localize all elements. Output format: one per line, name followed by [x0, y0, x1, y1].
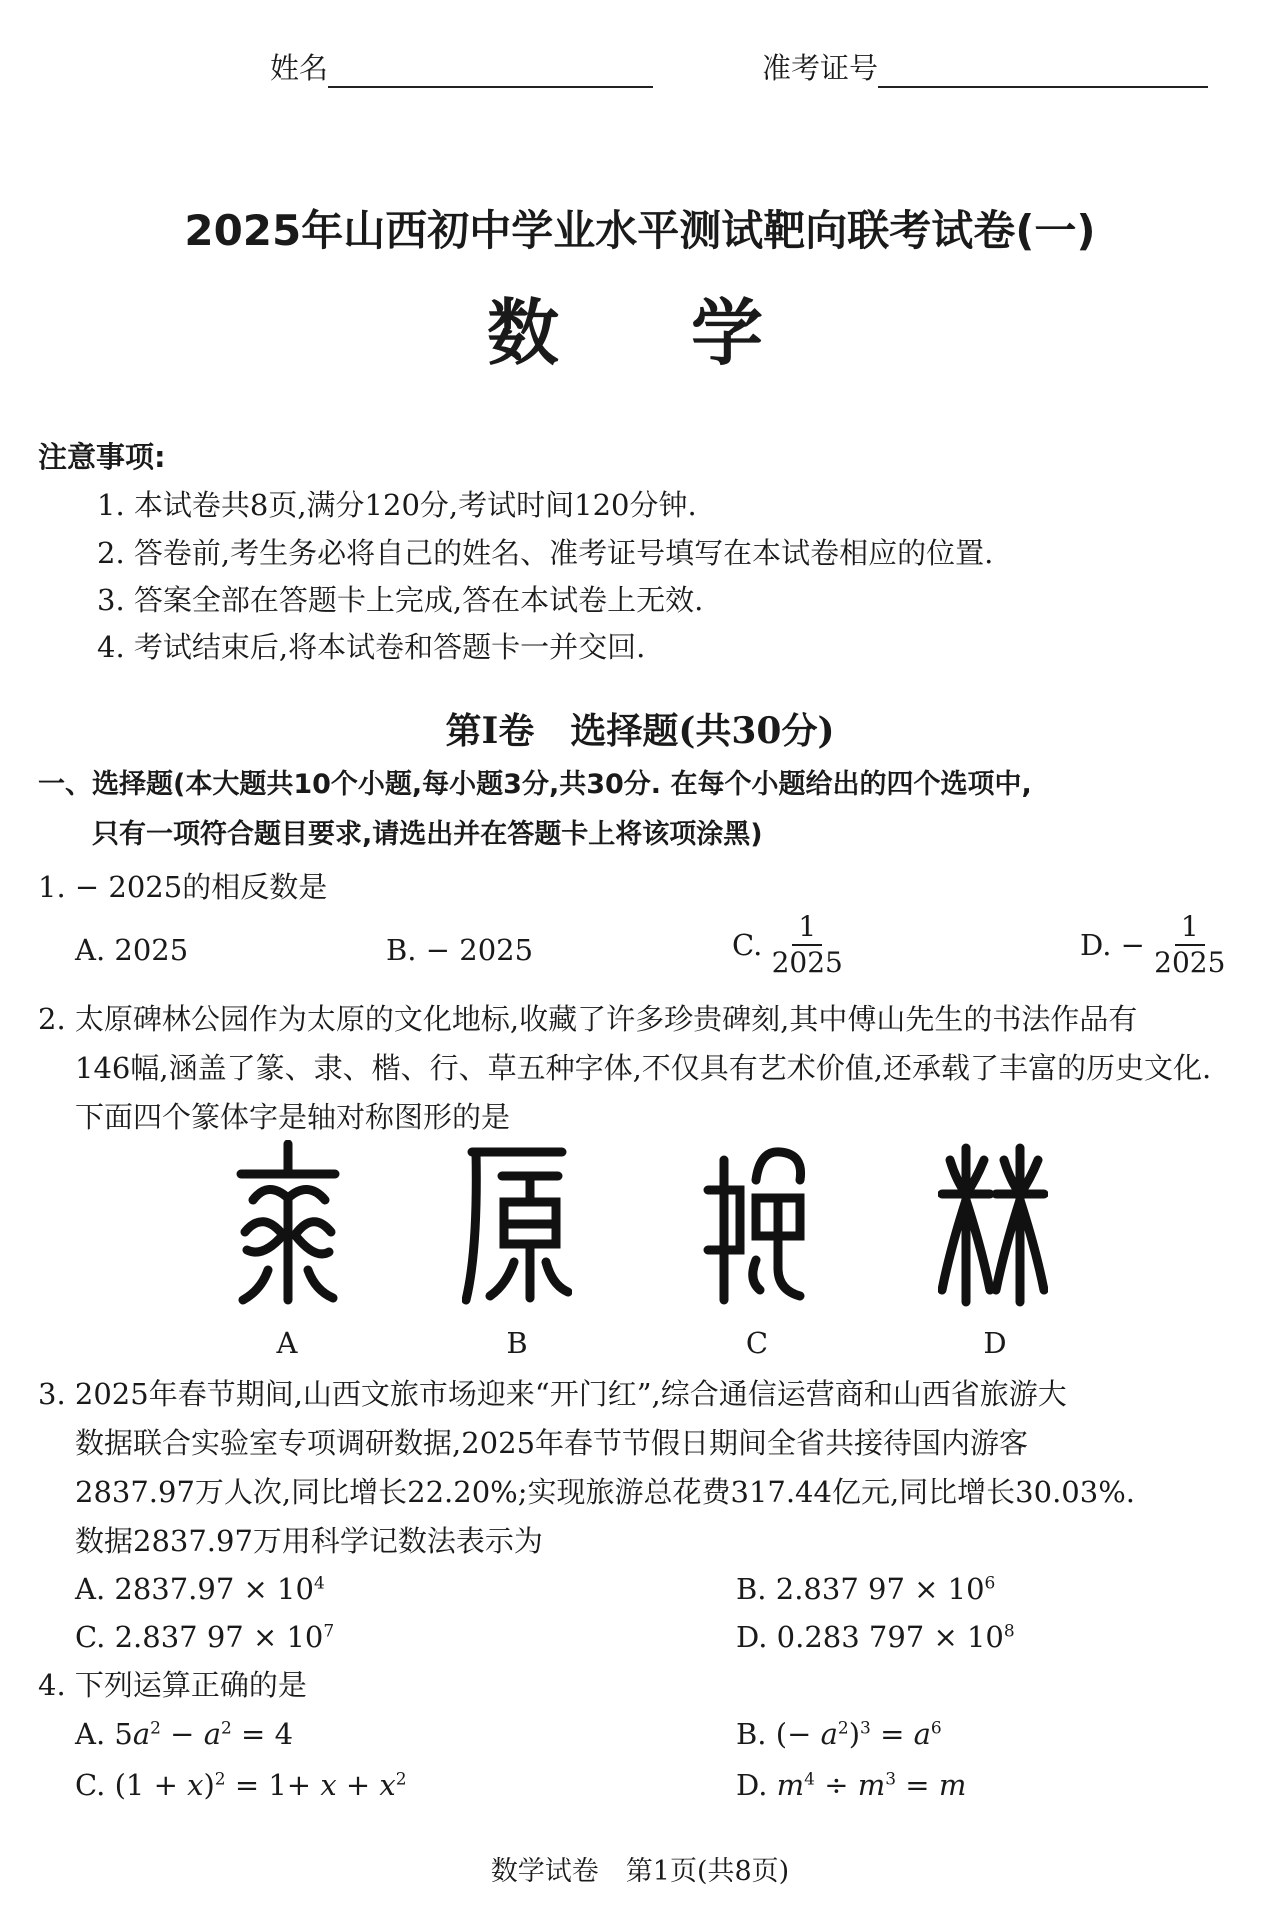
subject-title: 数 学 [486, 291, 793, 375]
q1-d-fraction [1154, 910, 1225, 980]
q4-a-label: A. [75, 1717, 106, 1751]
q3-option-a [75, 1564, 325, 1614]
q1-option-b: B. − 2025 [386, 933, 534, 967]
q1-c-label: C. [732, 928, 763, 962]
q1-option-d [1080, 910, 1225, 980]
q2-line3: 下面四个篆体字是轴对称图形的是 [75, 1100, 511, 1134]
q3-line3: 2837.97万人次,同比增长22.20%;实现旅游总花费317.44亿元,同比增长30.03%. [75, 1475, 1135, 1509]
q3-option-d [736, 1612, 1015, 1662]
q3-option-c [75, 1612, 334, 1662]
q4-c-label: C. [75, 1768, 106, 1802]
part-heading-line1: 一、选择题(本大题共10个小题,每小题3分,共30分. 在每个小题给出的四个选项中, [38, 769, 1032, 800]
part-heading-line2: 只有一项符合题目要求,请选出并在答题卡上将该项涂黑) [92, 819, 763, 850]
q1-c-numerator: 1 [792, 910, 822, 946]
q1-c-fraction [772, 910, 843, 980]
q4-option-a: A. $5a^2 - a^2 = 4$ [75, 1717, 294, 1751]
name-blank [328, 54, 653, 88]
id-field-row [762, 48, 1208, 88]
q4-stem: 4. 下列运算正确的是 [38, 1668, 307, 1702]
seal-label-d: D [983, 1326, 1007, 1360]
q3-a-exponent: 4 [313, 1573, 325, 1594]
name-field-row [270, 48, 653, 88]
q3-d-text: D. 0.283 797 × 10 [736, 1620, 1004, 1654]
q1-stem: 1. − 2025的相反数是 [38, 870, 328, 904]
q1-c-denominator: 2025 [771, 946, 843, 979]
q3-line1: 3. 2025年春节期间,山西文旅市场迎来“开门红”,综合通信运营商和山西省旅游大 [38, 1377, 1067, 1411]
q2-line1: 2. 太原碑林公园作为太原的文化地标,收藏了许多珍贵碑刻,其中傅山先生的书法作品有 [38, 1002, 1138, 1036]
notice-item: 4. 考试结束后,将本试卷和答题卡一并交回. [97, 630, 646, 664]
q4-d-label: D. [736, 1768, 768, 1802]
q3-line2: 数据联合实验室专项调研数据,2025年春节节假日期间全省共接待国内游客 [75, 1426, 1029, 1460]
seal-char-lin-image [938, 1140, 1048, 1310]
id-label: 准考证号 [762, 51, 879, 85]
q3-c-exponent: 7 [323, 1621, 335, 1642]
seal-label-a: A [276, 1326, 298, 1360]
seal-char-bei-image [700, 1140, 810, 1310]
q3-c-text: C. 2.837 97 × 10 [75, 1620, 324, 1654]
notice-item: 3. 答案全部在答题卡上完成,答在本试卷上无效. [97, 583, 704, 617]
seal-label-b: B [506, 1326, 528, 1360]
q4-option-b: B. (− $a^2)^3 = a^6$ [736, 1717, 942, 1751]
section-title: 第Ⅰ卷 选择题(共30分) [445, 710, 835, 752]
name-label: 姓名 [270, 51, 329, 85]
q4-option-c: C. $(1 + x)^2 = 1+ x + x^2$ [75, 1768, 407, 1802]
q3-a-text: A. 2837.97 × 10 [75, 1572, 314, 1606]
q3-line4: 数据2837.97万用科学记数法表示为 [75, 1524, 543, 1558]
q4-b-label: B. [736, 1717, 767, 1751]
notice-item: 1. 本试卷共8页,满分120分,考试时间120分钟. [97, 488, 697, 522]
q1-option-a: A. 2025 [75, 933, 189, 967]
seal-char-yuan-image [462, 1140, 572, 1310]
seal-char-tai-image [233, 1140, 343, 1310]
q1-d-label: D. − [1080, 928, 1145, 962]
notice-title: 注意事项: [38, 440, 166, 474]
q1-d-denominator: 2025 [1154, 946, 1226, 979]
q3-b-exponent: 6 [984, 1573, 996, 1594]
page-footer: 数学试卷 第1页(共8页) [490, 1856, 790, 1887]
q1-option-c [732, 910, 843, 980]
seal-label-c: C [745, 1326, 769, 1360]
q3-d-exponent: 8 [1003, 1621, 1015, 1642]
id-blank [878, 54, 1208, 88]
q2-line2: 146幅,涵盖了篆、隶、楷、行、草五种字体,不仅具有艺术价值,还承载了丰富的历史文化. [75, 1051, 1212, 1085]
q4-option-d: D. $m^4 \div m^3 = m$ [736, 1768, 967, 1802]
notice-item: 2. 答卷前,考生务必将自己的姓名、准考证号填写在本试卷相应的位置. [97, 536, 994, 570]
q1-d-numerator: 1 [1175, 910, 1205, 946]
q3-b-text: B. 2.837 97 × 10 [736, 1572, 985, 1606]
exam-title: 2025年山西初中学业水平测试靶向联考试卷(一) [184, 206, 1096, 255]
q3-option-b [736, 1564, 995, 1614]
